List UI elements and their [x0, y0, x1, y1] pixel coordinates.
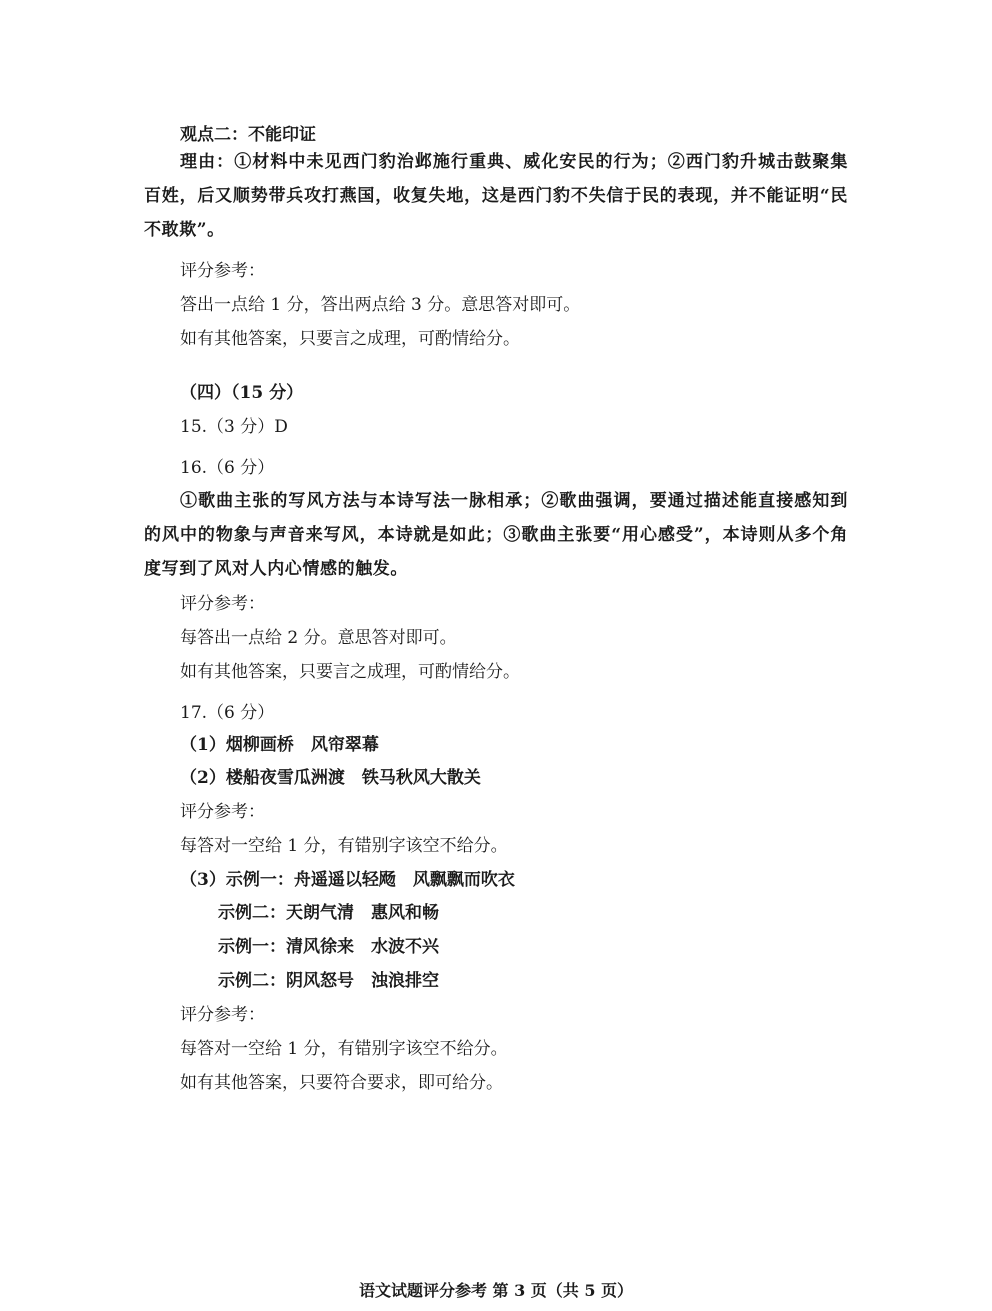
question-17-example: 示例一：清风徐来 水波不兴 [218, 937, 439, 957]
section-heading: （四）（15 分） [180, 383, 304, 403]
question-17-answer-2: （2）楼船夜雪瓜洲渡 铁马秋风大散关 [180, 768, 481, 788]
question-17-example: 示例二：阴风怒号 浊浪排空 [218, 971, 439, 991]
scoring-label: 评分参考： [180, 802, 265, 822]
question-16-heading: 16.（6 分） [180, 458, 275, 478]
scoring-text: 如有其他答案，只要符合要求，即可给分。 [180, 1073, 503, 1093]
scoring-label: 评分参考： [180, 594, 265, 614]
scoring-label: 评分参考： [180, 261, 265, 281]
scoring-text: 每答对一空给 1 分，有错别字该空不给分。 [180, 1039, 508, 1059]
question-17-answer-1: （1）烟柳画桥 风帘翠幕 [180, 735, 379, 755]
viewpoint-2-heading: 观点二：不能印证 [180, 125, 316, 145]
scoring-text: 如有其他答案，只要言之成理，可酌情给分。 [180, 662, 520, 682]
scoring-text: 每答对一空给 1 分，有错别字该空不给分。 [180, 836, 508, 856]
scoring-text: 答出一点给 1 分，答出两点给 3 分。意思答对即可。 [180, 295, 581, 315]
scoring-text: 每答出一点给 2 分。意思答对即可。 [180, 628, 457, 648]
scoring-label: 评分参考： [180, 1005, 265, 1025]
question-15-answer: 15.（3 分）D [180, 417, 288, 437]
question-17-heading: 17.（6 分） [180, 703, 275, 723]
question-16-answer: ①歌曲主张的写风方法与本诗写法一脉相承；②歌曲强调，要通过描述能直接感知到的风中的物象与声音来写风，本诗就是如此；③歌曲主张要“用心感受”，本诗则从多个角度写到了风对人内心情感的触发。 [144, 491, 848, 579]
question-17-answer-3: （3）示例一：舟遥遥以轻飏 风飘飘而吹衣 [180, 870, 515, 890]
page-footer: 语文试题评分参考 第 3 页（共 5 页） [358, 1281, 634, 1300]
scoring-text: 如有其他答案，只要言之成理，可酌情给分。 [180, 329, 520, 349]
viewpoint-2-reason: 理由：①材料中未见西门豹治邺施行重典、威化安民的行为；②西门豹升城击鼓聚集百姓，后又顺势带兵攻打燕国，收复失地，这是西门豹不失信于民的表现，并不能证明“民不敢欺”。 [144, 152, 848, 240]
question-17-example: 示例二：天朗气清 惠风和畅 [218, 903, 439, 923]
